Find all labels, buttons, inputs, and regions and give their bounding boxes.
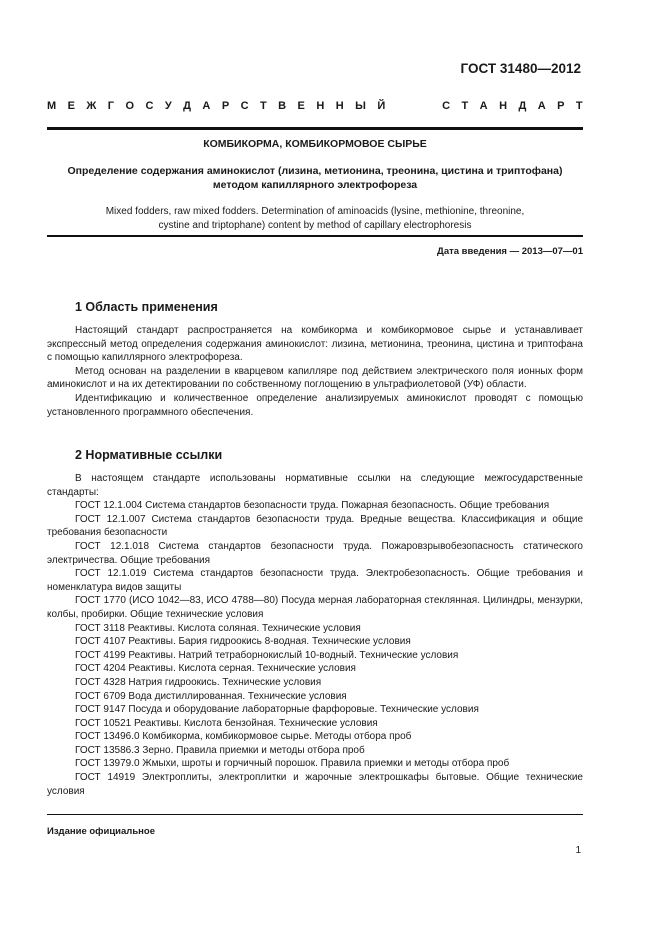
banner-gap [397, 100, 431, 112]
paragraph: Настоящий стандарт распространяется на комбикорма и комбикормовое сырье и устанавливает экспрессный метод определения содержания аминокислот: лизина, метионина, треонина, цистина и триптофана с помощью капиллярного электрофореза. [47, 325, 583, 364]
banner-letter: Т [461, 100, 469, 112]
reference-item: ГОСТ 12.1.018 Система стандартов безопасности труда. Пожаровзрывобезопасность статического электричества. Общие требования [47, 540, 583, 566]
banner-letter: А [202, 100, 211, 112]
banner-letter: Д [183, 100, 191, 112]
reference-item: ГОСТ 1770 (ИСО 1042—83, ИСО 4788—80) Посуда мерная лабораторная стеклянная. Цилиндры, мензурки, колбы, пробирки. Общие технические условия [47, 595, 583, 620]
reference-item: ГОСТ 9147 Посуда и оборудование лабораторные фарфоровые. Технические условия [75, 704, 479, 716]
reference-item: ГОСТ 12.1.007 Система стандартов безопасности труда. Вредные вещества. Классификация и общие требования безопасности [47, 513, 583, 539]
banner-letter: Н [335, 100, 344, 112]
english-title [47, 205, 583, 232]
page-number: 1 [575, 845, 581, 856]
banner-letter: Т [259, 100, 267, 112]
section-heading-scope: 1 Область применения [75, 300, 218, 314]
banner-letter: С [145, 100, 154, 112]
banner-letter: Ы [355, 100, 366, 112]
reference-item: ГОСТ 4204 Реактивы. Кислота серная. Технические условия [75, 663, 356, 675]
english-title-line: Mixed fodders, raw mixed fodders. Determination of aminoacids (lysine, methionine, threonine, [105, 206, 525, 217]
paragraph: Метод основан на разделении в кварцевом капилляре под действием электрического поля ионных форм аминокислот и на их детектировании по собственному поглощению в ультрафиолетовой (УФ) области. [47, 365, 583, 391]
section-references-body [47, 472, 583, 798]
banner-letter: А [537, 100, 546, 112]
reference-item: ГОСТ 12.1.019 Система стандартов безопасности труда. Электробезопасность. Общие требования и номенклатура видов защиты [47, 568, 583, 593]
publication-note: Издание официальное [47, 826, 155, 837]
banner-letter: О [125, 100, 135, 112]
paragraph: Идентификацию и количественное определение анализируемых аминокислот проводят с помощью установленного программного обеспечения. [47, 392, 583, 418]
banner-letter: Й [377, 100, 386, 112]
footer-rule [47, 814, 583, 815]
interstate-standard-banner [47, 100, 583, 112]
document-subtitle [47, 165, 583, 192]
reference-item: ГОСТ 13496.0 Комбикорма, комбикормовое сырье. Методы отбора проб [75, 731, 412, 743]
banner-letter: Р [557, 100, 565, 112]
banner-letter: С [240, 100, 249, 112]
gost-number: ГОСТ 31480—2012 [460, 61, 581, 76]
section-heading-references: 2 Нормативные ссылки [75, 448, 223, 462]
reference-item: ГОСТ 14919 Электроплиты, электроплитки и жарочные электрошкафы бытовые. Общие технические условия [47, 772, 583, 797]
subtitle-line: методом капиллярного электрофореза [212, 178, 418, 191]
banner-letter: М [47, 100, 57, 112]
banner-letter: Р [221, 100, 230, 112]
document-title: КОМБИКОРМА, КОМБИКОРМОВОЕ СЫРЬЕ [203, 138, 427, 150]
banner-letter: Е [67, 100, 75, 112]
banner-letter: С [442, 100, 451, 112]
reference-item: ГОСТ 10521 Реактивы. Кислота бензойная. Технические условия [75, 717, 378, 729]
reference-item: ГОСТ 4107 Реактивы. Бария гидроокись 8-водная. Технические условия [75, 636, 411, 648]
reference-item: ГОСТ 13979.0 Жмыхи, шроты и горчичный порошок. Правила приемки и методы отбора проб [75, 758, 510, 770]
reference-item: ГОСТ 12.1.004 Система стандартов безопасности труда. Пожарная безопасность. Общие требования [75, 500, 550, 512]
introduction-date: Дата введения — 2013—07—01 [437, 246, 583, 257]
banner-letter: Н [316, 100, 325, 112]
banner-letter: Н [499, 100, 508, 112]
banner-letter: Е [297, 100, 305, 112]
banner-letter: А [479, 100, 488, 112]
paragraph: В настоящем стандарте использованы нормативные ссылки на следующие межгосударственные стандарты: [47, 473, 583, 498]
banner-letter: Т [575, 100, 583, 112]
reference-item: ГОСТ 4328 Натрия гидроокись. Технические условия [75, 676, 322, 688]
reference-item: ГОСТ 13586.3 Зерно. Правила приемки и методы отбора проб [75, 744, 365, 756]
title-rule [47, 235, 583, 237]
banner-letter: Д [518, 100, 527, 112]
reference-item: ГОСТ 4199 Реактивы. Натрий тетраборнокислый 10-водный. Технические условия [75, 649, 459, 661]
banner-letter: Ж [86, 100, 97, 112]
reference-item: ГОСТ 3118 Реактивы. Кислота соляная. Технические условия [75, 622, 361, 634]
banner-letter: Г [107, 100, 115, 112]
header-rule [47, 127, 583, 130]
banner-letter: В [278, 100, 287, 112]
reference-item: ГОСТ 6709 Вода дистиллированная. Технические условия [75, 690, 347, 702]
subtitle-line: Определение содержания аминокислот (лизина, метионина, треонина, цистина и триптофана) [67, 165, 563, 177]
english-title-line: cystine and triptophane) content by method of capillary electrophoresis [158, 219, 472, 231]
banner-letter: У [164, 100, 172, 112]
section-scope-body [47, 324, 583, 419]
